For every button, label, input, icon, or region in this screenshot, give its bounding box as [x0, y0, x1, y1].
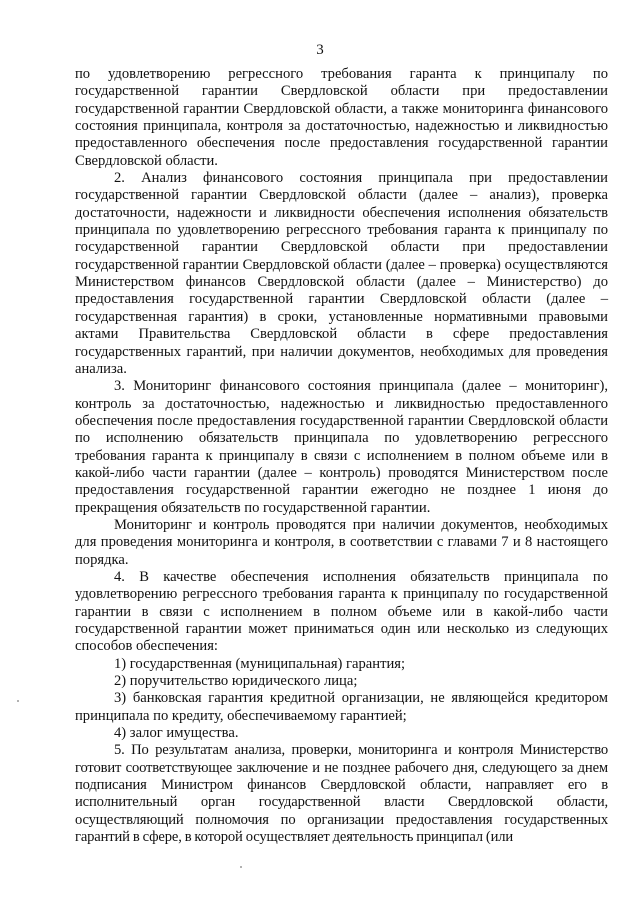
- list-item-3: 3) банковская гарантия кредитной организации, не являющейся кредитором принципала по кредиту, обеспечиваемому гарантией;: [75, 690, 608, 724]
- list-item-2: 2) поручительство юридического лица;: [114, 673, 358, 690]
- list-item-1: 1) государственная (муниципальная) гарантия;: [114, 655, 406, 672]
- scan-speck: [240, 866, 242, 868]
- paragraph-5-conclusion: 5. По результатам анализа, проверки, мониторинга и контроля Министерство готовит соответствующее заключение и не позднее рабочего дня, следующего за днем подписания Министром финансов Свердловской области, направляет его в исполнительный орган государственной власти Свердловской области, осуществляющий полномочия по организации предоставления государственных гарантий в сфере, в которой осуществляет деятельность принципал (или: [75, 742, 608, 846]
- paragraph-intro-continuation: по удовлетворению регрессного требования гаранта к принципалу по государственной гарантии Свердловской области при предоставлении государственной гарантии Свердловской области, а также мониторинга финансового состояния принципала, контроля за достаточностью, надежностью и ликвидностью предоставленного обеспечения после предоставления государственной гарантии Свердловской области.: [75, 66, 608, 169]
- paragraph-3-monitoring-note: Мониторинг и контроль проводятся при наличии документов, необходимых для проведения мониторинга и контроля, в соответствии с главами 7 и 8 настоящего порядка.: [75, 516, 608, 568]
- body-text: [75, 66, 608, 846]
- page-number: 3: [316, 42, 324, 58]
- list-item-4: 4) залог имущества.: [114, 725, 239, 742]
- paragraph-3-monitoring: 3. Мониторинг финансового состояния принципала (далее – мониторинг), контроль за достаточностью, надежностью и ликвидностью предоставленного обеспечения после предоставления государственной гарантии Свердловской области по исполнению обязательств принципала по удовлетворению регрессного требования гаранта к принципалу в связи с исполнением в полном объеме или в какой-либо части гарантии (далее – контроль) проводятся Министерством после предоставления государственной гарантии ежегодно не позднее 1 июня до прекращения обязательств по государственной гарантии.: [75, 378, 608, 516]
- paragraph-4-security-methods: 4. В качестве обеспечения исполнения обязательств принципала по удовлетворению регрессного требования гаранта к принципалу по государственной гарантии в связи с исполнением в полном объеме или в какой-либо части государственной гарантии может приниматься один или несколько из следующих способов обеспечения:: [75, 568, 608, 655]
- paragraph-2-analysis: 2. Анализ финансового состояния принципала при предоставлении государственной гарантии Свердловской области (далее – анализ), проверка достаточности, надежности и ликвидности обеспечения исполнения обязательств принципала по удовлетворению регрессного требования гаранта к принципалу по государственной гарантии Свердловской области при предоставлении государственной гарантии Свердловской области (далее – проверка) осуществляются Министерством финансов Свердловской области (далее – Министерство) до предоставления государственной гарантии Свердловской области (далее – государственная гарантия) в сроки, установленные нормативными правовыми актами Правительства Свердловской области в сфере предоставления государственных гарантий, при наличии документов, необходимых для проведения анализа.: [75, 170, 608, 377]
- scan-speck: [17, 700, 19, 702]
